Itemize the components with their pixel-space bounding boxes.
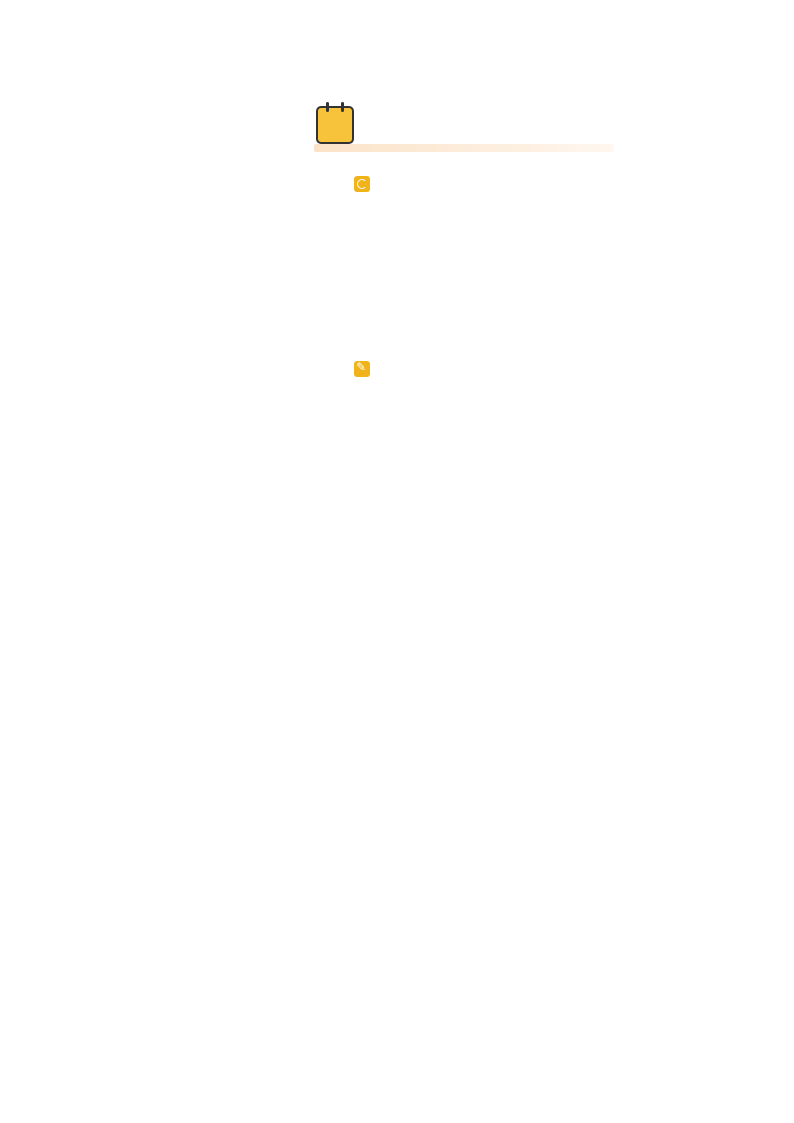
pen-icon [354, 361, 370, 377]
calendar-icon [316, 106, 354, 144]
spiral-icon [354, 176, 370, 192]
header-band [314, 144, 614, 152]
process-heading [354, 358, 375, 380]
lesson-header [314, 104, 614, 152]
objectives-heading [354, 173, 375, 195]
